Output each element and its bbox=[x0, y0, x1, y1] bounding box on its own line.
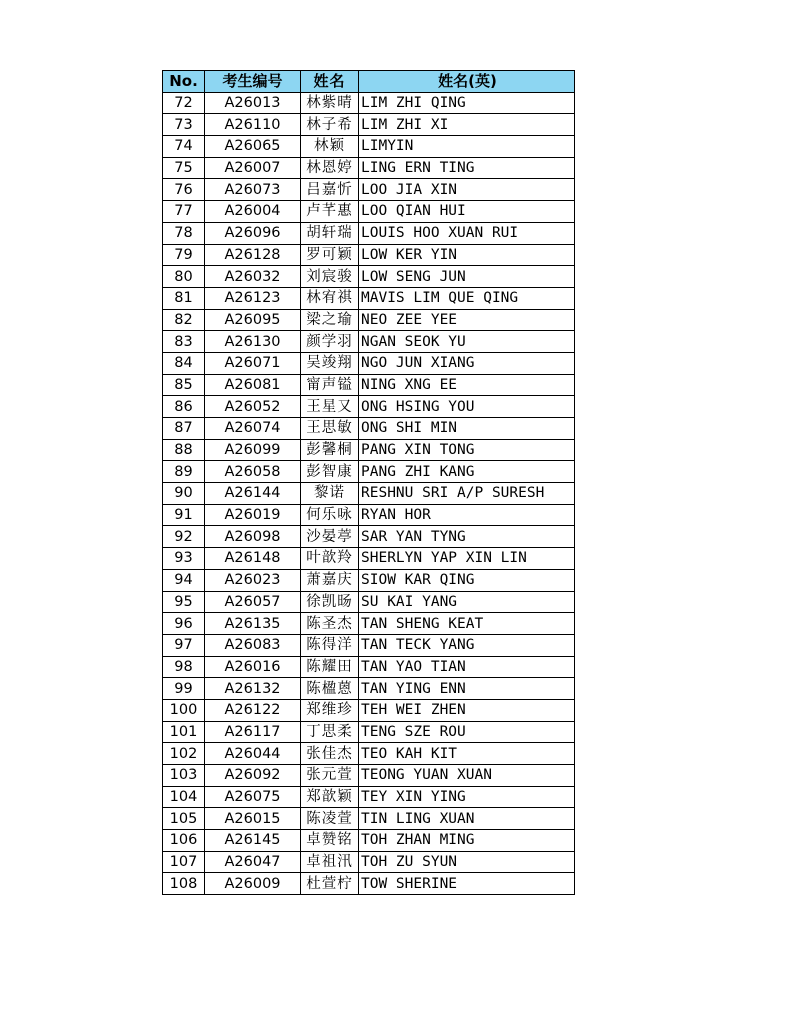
cell-exam-id: A26074 bbox=[205, 418, 301, 440]
cell-name-cn: 彭馨桐 bbox=[301, 439, 359, 461]
cell-no: 98 bbox=[163, 656, 205, 678]
table-row bbox=[163, 396, 575, 418]
table-row bbox=[163, 309, 575, 331]
cell-no: 86 bbox=[163, 396, 205, 418]
cell-no: 76 bbox=[163, 179, 205, 201]
cell-exam-id: A26032 bbox=[205, 266, 301, 288]
table-row bbox=[163, 721, 575, 743]
table-row bbox=[163, 830, 575, 852]
table-row bbox=[163, 266, 575, 288]
header-exam-id: 考生编号 bbox=[205, 71, 301, 93]
cell-name-cn: 陈得洋 bbox=[301, 634, 359, 656]
table-row bbox=[163, 114, 575, 136]
cell-exam-id: A26098 bbox=[205, 526, 301, 548]
cell-name-cn: 梁之瑜 bbox=[301, 309, 359, 331]
cell-exam-id: A26092 bbox=[205, 765, 301, 787]
cell-no: 74 bbox=[163, 136, 205, 158]
table-row bbox=[163, 526, 575, 548]
cell-no: 85 bbox=[163, 374, 205, 396]
table-row bbox=[163, 461, 575, 483]
table-row bbox=[163, 873, 575, 895]
cell-no: 91 bbox=[163, 504, 205, 526]
table-row bbox=[163, 808, 575, 830]
cell-name-en: LOO JIA XIN bbox=[359, 179, 575, 201]
cell-no: 92 bbox=[163, 526, 205, 548]
header-name-en: 姓名(英) bbox=[359, 71, 575, 93]
cell-name-en: TOH ZU SYUN bbox=[359, 851, 575, 873]
table-row bbox=[163, 374, 575, 396]
cell-exam-id: A26081 bbox=[205, 374, 301, 396]
table-body bbox=[163, 92, 575, 894]
table-row bbox=[163, 439, 575, 461]
cell-no: 93 bbox=[163, 548, 205, 570]
table-row bbox=[163, 613, 575, 635]
cell-exam-id: A26075 bbox=[205, 786, 301, 808]
cell-name-en: MAVIS LIM QUE QING bbox=[359, 287, 575, 309]
table-row bbox=[163, 418, 575, 440]
cell-name-en: TIN LING XUAN bbox=[359, 808, 575, 830]
cell-name-cn: 吴竣翔 bbox=[301, 352, 359, 374]
cell-name-en: RESHNU SRI A/P SURESH bbox=[359, 483, 575, 505]
cell-exam-id: A26132 bbox=[205, 678, 301, 700]
cell-name-en: NING XNG EE bbox=[359, 374, 575, 396]
cell-name-cn: 陈圣杰 bbox=[301, 613, 359, 635]
cell-no: 108 bbox=[163, 873, 205, 895]
cell-name-en: TEONG YUAN XUAN bbox=[359, 765, 575, 787]
table-row bbox=[163, 765, 575, 787]
cell-name-en: LIM ZHI QING bbox=[359, 92, 575, 114]
cell-name-cn: 陈凌萱 bbox=[301, 808, 359, 830]
cell-name-cn: 王星又 bbox=[301, 396, 359, 418]
cell-no: 72 bbox=[163, 92, 205, 114]
cell-exam-id: A26099 bbox=[205, 439, 301, 461]
cell-name-cn: 丁思柔 bbox=[301, 721, 359, 743]
cell-exam-id: A26145 bbox=[205, 830, 301, 852]
cell-name-cn: 颜学羽 bbox=[301, 331, 359, 353]
table-row bbox=[163, 548, 575, 570]
cell-no: 90 bbox=[163, 483, 205, 505]
cell-name-en: LOW KER YIN bbox=[359, 244, 575, 266]
cell-name-cn: 甯声镒 bbox=[301, 374, 359, 396]
cell-name-en: TOW SHERINE bbox=[359, 873, 575, 895]
table-row bbox=[163, 743, 575, 765]
table-row bbox=[163, 201, 575, 223]
cell-no: 84 bbox=[163, 352, 205, 374]
cell-no: 75 bbox=[163, 157, 205, 179]
cell-exam-id: A26083 bbox=[205, 634, 301, 656]
cell-name-en: TEO KAH KIT bbox=[359, 743, 575, 765]
cell-no: 105 bbox=[163, 808, 205, 830]
cell-no: 88 bbox=[163, 439, 205, 461]
cell-name-cn: 王思敏 bbox=[301, 418, 359, 440]
cell-no: 89 bbox=[163, 461, 205, 483]
cell-name-en: SU KAI YANG bbox=[359, 591, 575, 613]
table-row bbox=[163, 136, 575, 158]
cell-exam-id: A26015 bbox=[205, 808, 301, 830]
roster-table bbox=[162, 70, 575, 895]
cell-name-cn: 林恩婷 bbox=[301, 157, 359, 179]
cell-name-en: LOW SENG JUN bbox=[359, 266, 575, 288]
cell-name-en: SHERLYN YAP XIN LIN bbox=[359, 548, 575, 570]
cell-exam-id: A26057 bbox=[205, 591, 301, 613]
cell-exam-id: A26148 bbox=[205, 548, 301, 570]
cell-name-cn: 林紫晴 bbox=[301, 92, 359, 114]
table-row bbox=[163, 287, 575, 309]
cell-no: 73 bbox=[163, 114, 205, 136]
cell-exam-id: A26130 bbox=[205, 331, 301, 353]
cell-name-en: LOO QIAN HUI bbox=[359, 201, 575, 223]
cell-no: 78 bbox=[163, 222, 205, 244]
cell-exam-id: A26096 bbox=[205, 222, 301, 244]
cell-name-cn: 郑歆颖 bbox=[301, 786, 359, 808]
cell-name-cn: 吕嘉忻 bbox=[301, 179, 359, 201]
cell-exam-id: A26023 bbox=[205, 569, 301, 591]
cell-name-en: TOH ZHAN MING bbox=[359, 830, 575, 852]
cell-no: 77 bbox=[163, 201, 205, 223]
cell-no: 107 bbox=[163, 851, 205, 873]
cell-no: 95 bbox=[163, 591, 205, 613]
cell-name-cn: 陈耀田 bbox=[301, 656, 359, 678]
cell-name-cn: 卓祖汛 bbox=[301, 851, 359, 873]
cell-name-cn: 胡轩瑞 bbox=[301, 222, 359, 244]
cell-no: 94 bbox=[163, 569, 205, 591]
cell-name-cn: 杜萱柠 bbox=[301, 873, 359, 895]
cell-name-en: NGAN SEOK YU bbox=[359, 331, 575, 353]
cell-exam-id: A26117 bbox=[205, 721, 301, 743]
cell-name-en: TAN YAO TIAN bbox=[359, 656, 575, 678]
cell-no: 106 bbox=[163, 830, 205, 852]
cell-name-cn: 何乐咏 bbox=[301, 504, 359, 526]
cell-name-cn: 林宥祺 bbox=[301, 287, 359, 309]
cell-name-cn: 张佳杰 bbox=[301, 743, 359, 765]
cell-exam-id: A26044 bbox=[205, 743, 301, 765]
cell-exam-id: A26004 bbox=[205, 201, 301, 223]
header-row bbox=[163, 71, 575, 93]
cell-name-cn: 卢芊惠 bbox=[301, 201, 359, 223]
cell-exam-id: A26128 bbox=[205, 244, 301, 266]
cell-exam-id: A26019 bbox=[205, 504, 301, 526]
table-row bbox=[163, 634, 575, 656]
cell-exam-id: A26058 bbox=[205, 461, 301, 483]
header-no: No. bbox=[163, 71, 205, 93]
cell-exam-id: A26016 bbox=[205, 656, 301, 678]
table-row bbox=[163, 678, 575, 700]
cell-name-en: ONG HSING YOU bbox=[359, 396, 575, 418]
table-header bbox=[163, 71, 575, 93]
cell-exam-id: A26013 bbox=[205, 92, 301, 114]
cell-name-en: SIOW KAR QING bbox=[359, 569, 575, 591]
table-row bbox=[163, 851, 575, 873]
cell-name-en: TAN YING ENN bbox=[359, 678, 575, 700]
cell-name-en: NEO ZEE YEE bbox=[359, 309, 575, 331]
cell-name-cn: 刘宸骏 bbox=[301, 266, 359, 288]
cell-name-en: TAN SHENG KEAT bbox=[359, 613, 575, 635]
cell-name-en: SAR YAN TYNG bbox=[359, 526, 575, 548]
cell-exam-id: A26135 bbox=[205, 613, 301, 635]
table-row bbox=[163, 483, 575, 505]
cell-exam-id: A26071 bbox=[205, 352, 301, 374]
cell-exam-id: A26073 bbox=[205, 179, 301, 201]
cell-name-cn: 徐凯旸 bbox=[301, 591, 359, 613]
cell-exam-id: A26009 bbox=[205, 873, 301, 895]
cell-name-cn: 张元萱 bbox=[301, 765, 359, 787]
cell-name-en: PANG ZHI KANG bbox=[359, 461, 575, 483]
cell-name-en: LIMYIN bbox=[359, 136, 575, 158]
cell-name-cn: 郑维珍 bbox=[301, 699, 359, 721]
table-row bbox=[163, 569, 575, 591]
cell-exam-id: A26007 bbox=[205, 157, 301, 179]
table-row bbox=[163, 656, 575, 678]
cell-name-en: LIM ZHI XI bbox=[359, 114, 575, 136]
table-row bbox=[163, 786, 575, 808]
cell-exam-id: A26123 bbox=[205, 287, 301, 309]
header-name-cn: 姓名 bbox=[301, 71, 359, 93]
cell-name-en: LOUIS HOO XUAN RUI bbox=[359, 222, 575, 244]
cell-no: 104 bbox=[163, 786, 205, 808]
cell-no: 80 bbox=[163, 266, 205, 288]
cell-name-cn: 林颖 bbox=[301, 136, 359, 158]
table-row bbox=[163, 244, 575, 266]
cell-name-cn: 彭智康 bbox=[301, 461, 359, 483]
table-row bbox=[163, 222, 575, 244]
cell-name-en: TEY XIN YING bbox=[359, 786, 575, 808]
cell-no: 102 bbox=[163, 743, 205, 765]
table-row bbox=[163, 591, 575, 613]
table-row bbox=[163, 699, 575, 721]
cell-name-cn: 叶歆羚 bbox=[301, 548, 359, 570]
cell-name-en: TAN TECK YANG bbox=[359, 634, 575, 656]
cell-name-en: TEH WEI ZHEN bbox=[359, 699, 575, 721]
cell-no: 82 bbox=[163, 309, 205, 331]
table-row bbox=[163, 504, 575, 526]
cell-no: 101 bbox=[163, 721, 205, 743]
table-row bbox=[163, 92, 575, 114]
table-row bbox=[163, 331, 575, 353]
cell-exam-id: A26122 bbox=[205, 699, 301, 721]
cell-exam-id: A26065 bbox=[205, 136, 301, 158]
cell-name-cn: 林子希 bbox=[301, 114, 359, 136]
table-row bbox=[163, 157, 575, 179]
cell-no: 87 bbox=[163, 418, 205, 440]
table-row bbox=[163, 352, 575, 374]
cell-name-cn: 黎诺 bbox=[301, 483, 359, 505]
cell-name-en: ONG SHI MIN bbox=[359, 418, 575, 440]
cell-no: 99 bbox=[163, 678, 205, 700]
cell-exam-id: A26144 bbox=[205, 483, 301, 505]
cell-no: 81 bbox=[163, 287, 205, 309]
cell-exam-id: A26110 bbox=[205, 114, 301, 136]
cell-exam-id: A26047 bbox=[205, 851, 301, 873]
cell-name-cn: 陈楹蒽 bbox=[301, 678, 359, 700]
cell-exam-id: A26095 bbox=[205, 309, 301, 331]
cell-no: 97 bbox=[163, 634, 205, 656]
cell-name-cn: 罗可颖 bbox=[301, 244, 359, 266]
cell-name-cn: 沙晏葶 bbox=[301, 526, 359, 548]
cell-name-en: LING ERN TING bbox=[359, 157, 575, 179]
cell-name-en: PANG XIN TONG bbox=[359, 439, 575, 461]
cell-no: 96 bbox=[163, 613, 205, 635]
cell-no: 103 bbox=[163, 765, 205, 787]
cell-name-cn: 卓赞铭 bbox=[301, 830, 359, 852]
cell-name-en: RYAN HOR bbox=[359, 504, 575, 526]
table-row bbox=[163, 179, 575, 201]
cell-exam-id: A26052 bbox=[205, 396, 301, 418]
cell-name-en: TENG SZE ROU bbox=[359, 721, 575, 743]
cell-no: 100 bbox=[163, 699, 205, 721]
cell-no: 79 bbox=[163, 244, 205, 266]
cell-no: 83 bbox=[163, 331, 205, 353]
cell-name-cn: 萧嘉庆 bbox=[301, 569, 359, 591]
cell-name-en: NGO JUN XIANG bbox=[359, 352, 575, 374]
